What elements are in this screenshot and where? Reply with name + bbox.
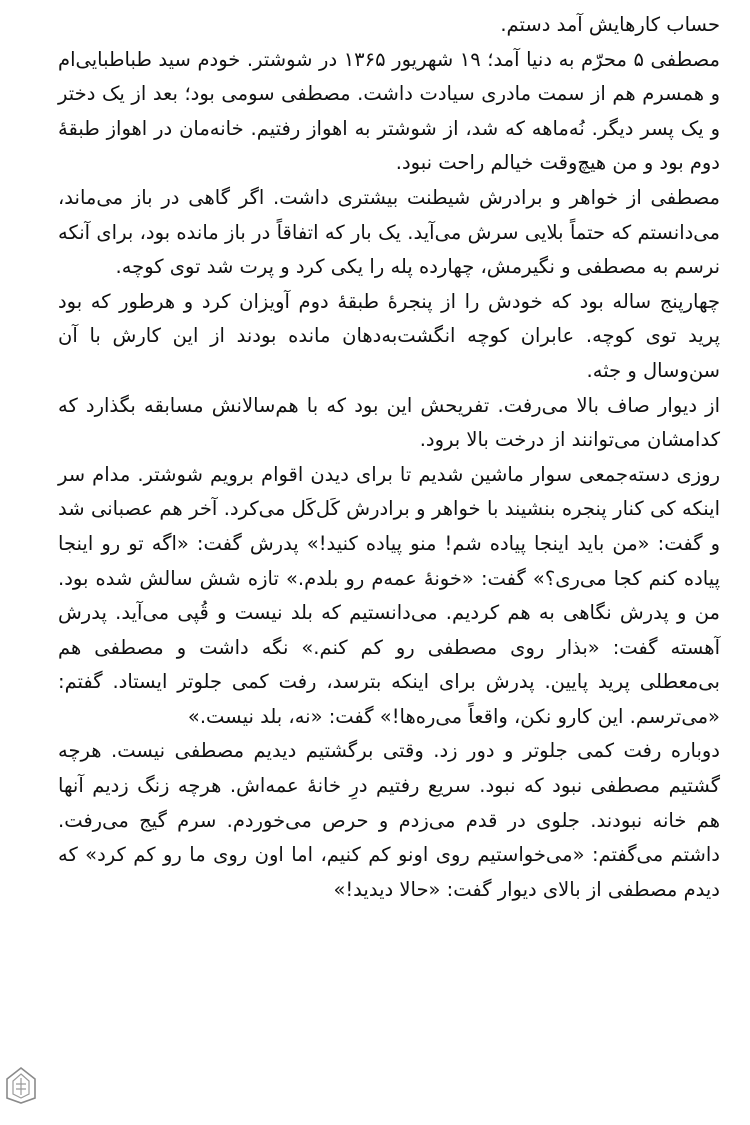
- publisher-logo-icon: [4, 1065, 38, 1105]
- paragraph-6: روزی دسته‌جمعی سوار ماشین شدیم تا برای دیدن اقوام برویم شوشتر. مدام سر اینکه کی کنار پنجره بنشیند با خواهر و برادرش کَل‌کَل می‌کرد. آخر هم عصبانی شد و گفت: «من باید اینجا پیاده شم! منو پیاده کنید!» پدرش گفت: «اگه تو رو اینجا پیاده کنم کجا می‌ری؟» گفت: «خونهٔ عمه‌م رو بلدم.» تازه شش سالش شده بود. من و پدرش نگاهی به هم کردیم. می‌دانستیم که بلد نیست و قُپی می‌آید. پدرش آهسته گفت: «بذار روی مصطفی رو کم کنم.» نگه داشت و مصطفی هم بی‌معطلی پرید پایین. پدرش برای اینکه بترسد، رفت کمی جلوتر ایستاد. گفتم: «می‌ترسم. این کارو نکن، واقعاً می‌ره‌ها!» گفت: «نه، بلد نیست.»: [58, 462, 720, 728]
- paragraph-3: مصطفی از خواهر و برادرش شیطنت بیشتری داشت. اگر گاهی در باز می‌ماند، می‌دانستم که حتماً بلایی سرش می‌آید. یک بار که اتفاقاً در باز مانده بود، برای آنکه نرسم به مصطفی و نگیرمش، چهارده پله را یکی کرد و پرت شد توی کوچه.: [58, 185, 720, 279]
- paragraph-5: از دیوار صاف بالا می‌رفت. تفریحش این بود که با هم‌سالانش مسابقه بگذارد که کدامشان می‌توانند از درخت بالا برود.: [58, 393, 720, 452]
- paragraph-4: چهارپنج ساله بود که خودش را از پنجرهٔ طبقهٔ دوم آویزان کرد و هرطور که بود پرید توی کوچه. عابران کوچه انگشت‌به‌دهان مانده بودند از این کارش با آن سن‌وسال و جثه.: [58, 289, 720, 382]
- paragraph-2: مصطفی ۵ محرّم به دنیا آمد؛ ۱۹ شهریور ۱۳۶۵ در شوشتر. خودم سید طباطبایی‌ام و همسرم هم از سمت مادری سیادت داشت. مصطفی سومی بود؛ بعد از یک دختر و یک پسر دیگر. نُه‌ماهه که شد، از شوشتر به اهواز رفتیم. خانه‌مان در اهواز طبقهٔ دوم بود و من هیچ‌وقت خیالم راحت نبود.: [58, 47, 720, 175]
- book-page: [58, 8, 720, 1118]
- paragraph-7: دوباره رفت کمی جلوتر و دور زد. وقتی برگشتیم دیدیم مصطفی نیست. هرچه گشتیم مصطفی نبود که نبود. سریع رفتیم درِ خانهٔ عمه‌اش. هرچه زنگ زدیم آنها هم خانه نبودند. جلوی در قدم می‌زدم و حرص می‌خوردم. سرم گیج می‌رفت. داشتم می‌گفتم: «می‌خواستیم روی اونو کم کنیم، اما اون روی ما رو کم کرد» که دیدم مصطفی از بالای دیوار گفت: «حالا دیدید!»: [58, 739, 720, 901]
- paragraph-1: حساب کارهایش آمد دستم.: [500, 13, 720, 36]
